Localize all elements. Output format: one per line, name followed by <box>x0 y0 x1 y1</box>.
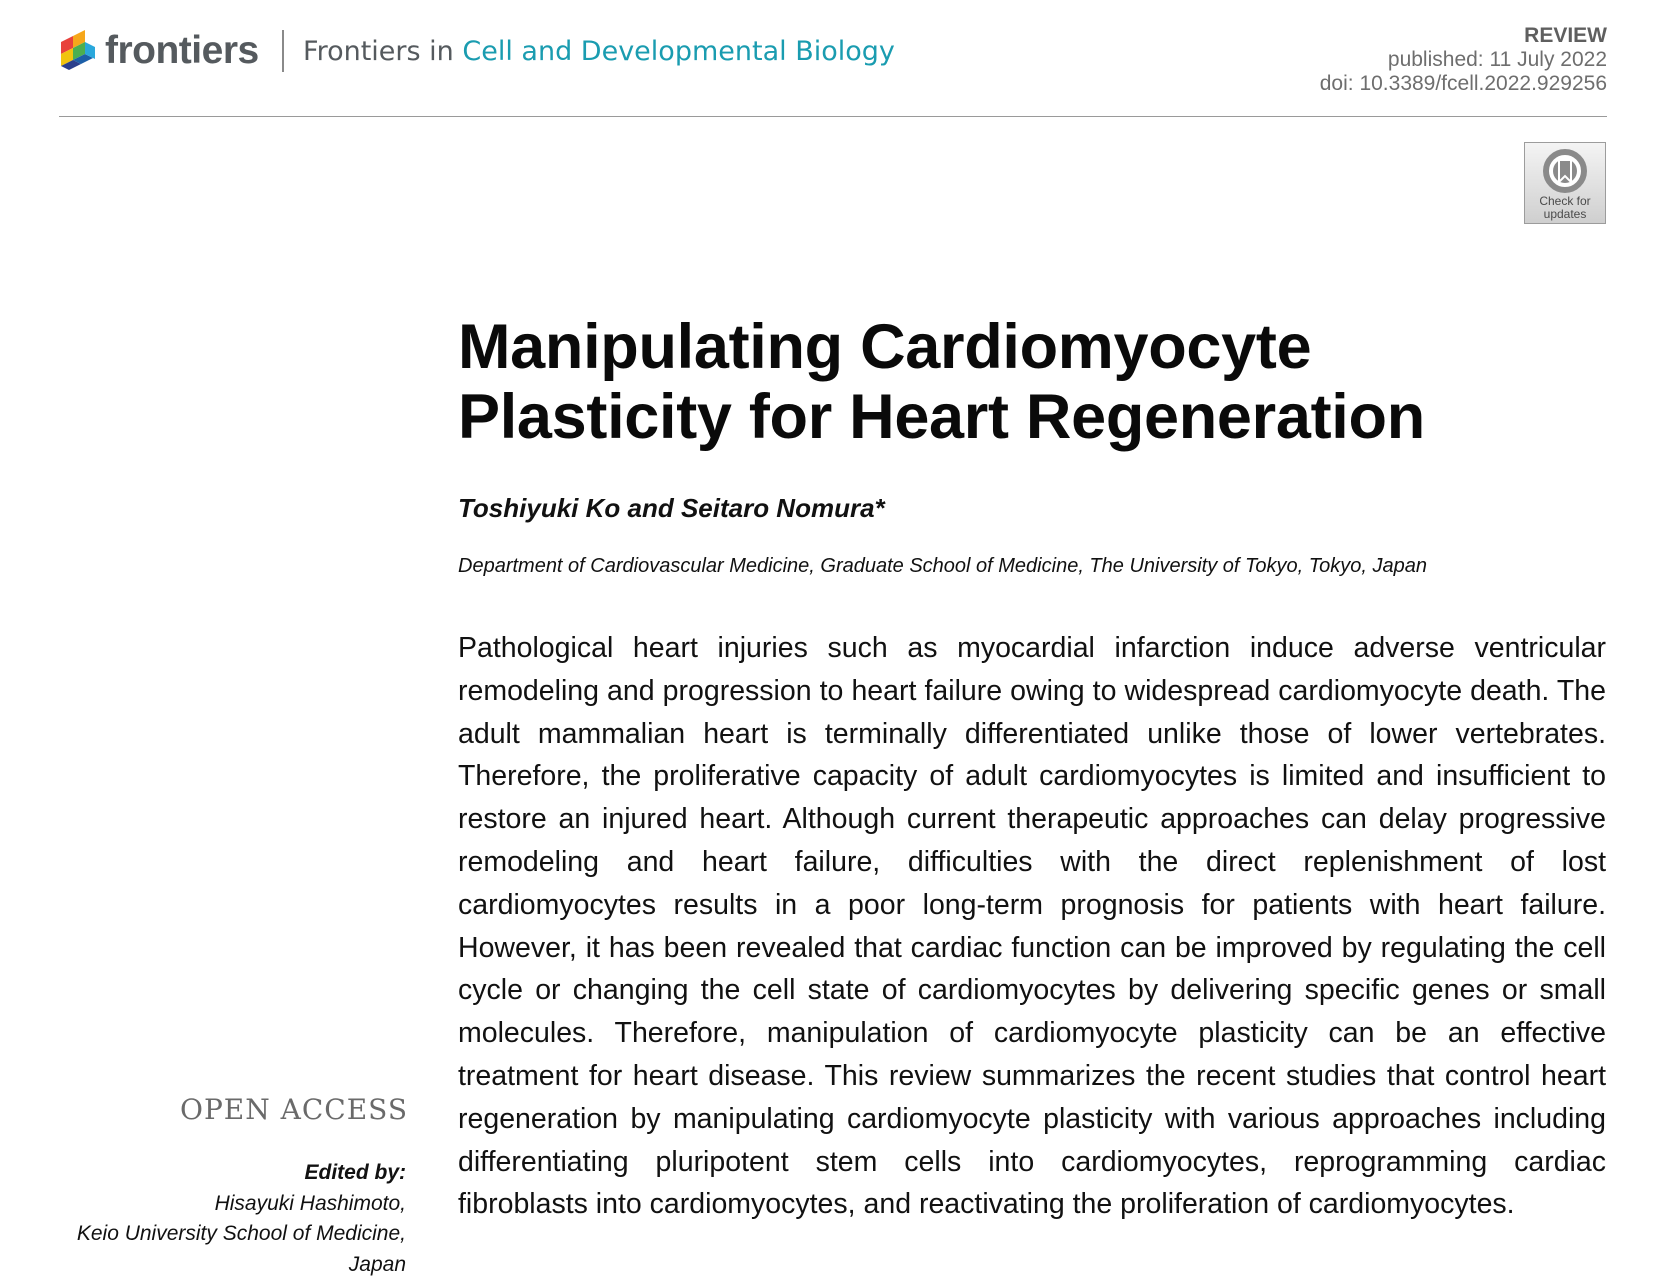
doi-link[interactable]: doi: 10.3389/fcell.2022.929256 <box>1320 72 1607 96</box>
title-line-1: Manipulating Cardiomyocyte <box>458 312 1311 382</box>
journal-prefix: Frontiers in <box>303 36 454 67</box>
journal-title[interactable] <box>303 36 895 68</box>
check-for-updates-line1: Check for <box>1525 195 1605 207</box>
journal-name: Cell and Developmental Biology <box>462 36 895 67</box>
editor-name[interactable]: Hisayuki Hashimoto, <box>40 1189 406 1220</box>
header-rule <box>59 116 1607 117</box>
frontiers-logo-icon <box>59 28 97 72</box>
editor-institution: Keio University School of Medicine, <box>40 1219 406 1250</box>
frontiers-logo[interactable] <box>59 28 259 72</box>
article-title <box>458 312 1608 452</box>
check-for-updates-line2: updates <box>1525 208 1605 220</box>
title-line-2: Plasticity for Heart Regeneration <box>458 382 1425 452</box>
editor-country: Japan <box>40 1250 406 1280</box>
article-meta <box>1320 24 1607 96</box>
open-access-label: OPEN ACCESS <box>150 1093 408 1127</box>
check-for-updates-button[interactable] <box>1524 142 1606 224</box>
bookmark-ring-icon <box>1542 148 1588 194</box>
edited-by-label: Edited by: <box>40 1158 406 1189</box>
header-divider <box>282 30 284 72</box>
article-type: REVIEW <box>1320 24 1607 48</box>
author-affiliation: Department of Cardiovascular Medicine, Graduate School of Medicine, The University of Tokyo, Tokyo, Japan <box>458 553 1427 579</box>
editor-info <box>40 1158 406 1280</box>
published-date: published: 11 July 2022 <box>1320 48 1607 72</box>
journal-header <box>59 24 1607 116</box>
author-list[interactable]: Toshiyuki Ko and Seitaro Nomura* <box>458 492 885 524</box>
logo-wordmark: frontiers <box>105 31 259 70</box>
abstract-text: Pathological heart injuries such as myocardial infarction induce adverse ventricular remodeling and progression to heart failure owing to widespread cardiomyocyte death. The adult mammalian heart is terminally differentiated unlike those of lower vertebrates. Therefore, the proliferative capacity of adult cardiomyocytes is limited and insufficient to restore an injured heart. Although current therapeutic approaches can delay progressive remodeling and heart failure, difficulties with the direct replenishment of lost cardiomyocytes results in a poor long-term prognosis for patients with heart failure. However, it has been revealed that cardiac function can be improved by regulating the cell cycle or changing the cell state of cardiomyocytes by delivering specific genes or small molecules. Therefore, manipulation of cardiomyocyte plasticity can be an effective treatment for heart disease. This review summarizes the recent studies that control heart regeneration by manipulating cardiomyocyte plasticity with various approaches including differentiating pluripotent stem cells into cardiomyocytes, reprogramming cardiac fibroblasts into cardiomyocytes, and reactivating the proliferation of cardiomyocytes. <box>458 627 1606 1226</box>
